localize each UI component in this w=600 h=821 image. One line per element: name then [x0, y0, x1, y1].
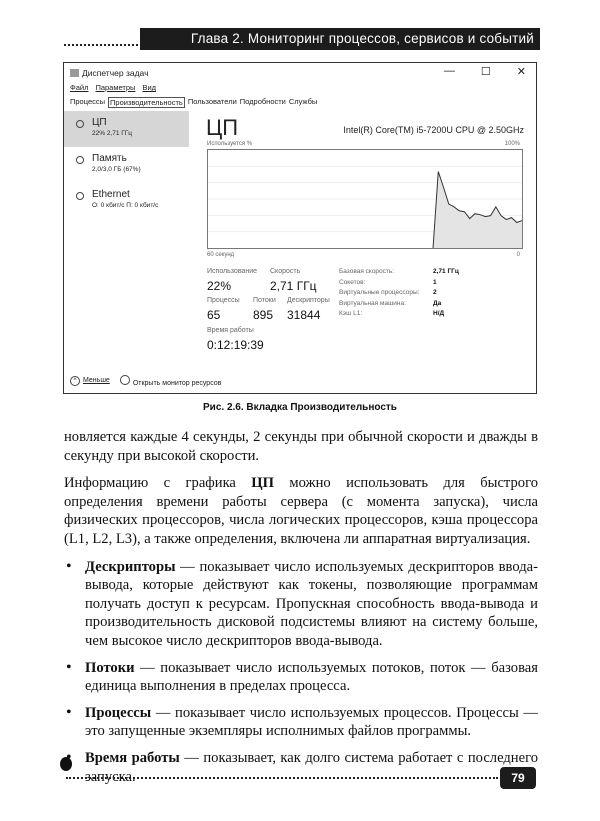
- list-item: • Дескрипторы — показывает число используемых дескрипторов ввода-вывода, которые действуют как токены, позволяющие программам получать доступ к ресурсам. Пропускная способность ввода-вывода и производительность дисковой подсистемы влияют на систему больше, чем высокое число дескрипторов ввода-вывода.: [64, 558, 538, 651]
- menu-bar: [70, 83, 156, 92]
- menu-file[interactable]: Файл: [70, 83, 89, 92]
- tab-performance[interactable]: Производительность: [110, 98, 183, 107]
- resource-monitor-icon: [120, 375, 130, 385]
- handles-value: 31844: [287, 308, 321, 322]
- circle-icon: [76, 156, 84, 164]
- speed-label: Скорость: [270, 268, 301, 275]
- uptime-value: 0:12:19:39: [207, 338, 264, 352]
- cpu-graph: [207, 149, 523, 249]
- task-manager-screenshot: [63, 62, 537, 394]
- processes-label: Процессы: [207, 297, 240, 304]
- threads-label: Потоки: [253, 297, 276, 304]
- panel-title: ЦП: [206, 115, 239, 140]
- sidebar-item-cpu[interactable]: ЦП 22% 2,71 ГГц: [64, 111, 189, 147]
- detail-row: Виртуальные процессоры: 2: [339, 289, 437, 296]
- maximize-button[interactable]: ☐: [480, 66, 491, 78]
- paragraph: Информацию с графика ЦП можно использовать для быстрого определения времени работы сервера (с момента запуска), числа физических процессоров, числа логических процессоров, кэша процессора (L1, L2, L3), а также определения, включена ли аппаратная виртуализация.: [64, 475, 538, 547]
- footer-bar: [70, 375, 221, 387]
- graph-time: 60 секунд: [207, 252, 235, 258]
- threads-value: 895: [253, 308, 274, 322]
- usage-label: Использование: [207, 268, 258, 275]
- detail-row: Виртуальная машина: Да: [339, 299, 442, 307]
- circle-icon: [76, 120, 84, 128]
- uptime-label: Время работы: [207, 327, 254, 334]
- processes-value: 65: [207, 308, 221, 322]
- close-button[interactable]: ✕: [516, 66, 526, 78]
- tab-processes[interactable]: Процессы: [70, 97, 106, 106]
- handles-label: Дескрипторы: [287, 297, 330, 304]
- window-title: Диспетчер задач: [70, 68, 149, 78]
- list-item: • Потоки — показывает число используемых потоков, поток — базовая единица выполнения в пределах процесса.: [64, 659, 538, 696]
- cpu-details: [339, 267, 459, 320]
- sidebar-item-memory[interactable]: Память 2,0/3,0 ГБ (67%): [64, 147, 189, 183]
- detail-row: Базовая скорость: 2,71 ГГц: [339, 268, 459, 275]
- footer-rule: [66, 777, 498, 779]
- sidebar-item-ethernet[interactable]: Ethernet О: 0 кбит/с П: 0 кбит/с: [64, 183, 189, 219]
- menu-options[interactable]: Параметры: [95, 83, 136, 92]
- speed-value: 2,71 ГГц: [270, 279, 317, 293]
- graph-zero: 0: [516, 252, 520, 258]
- graph-max: 100%: [504, 141, 520, 147]
- tab-services[interactable]: Службы: [288, 97, 318, 106]
- paragraph: новляется каждые 4 секунды, 2 секунды при обычной скорости и дважды в секунду при высокой скорости.: [64, 429, 538, 464]
- open-resource-monitor-link[interactable]: Открыть монитор ресурсов: [120, 375, 222, 387]
- chapter-header: Глава 2. Мониторинг процессов, сервисов и событий: [140, 28, 540, 50]
- bullet-list: [64, 558, 538, 787]
- figure-caption: Рис. 2.6. Вкладка Производительность: [203, 402, 397, 413]
- resource-sidebar: [64, 111, 189, 219]
- menu-view[interactable]: Вид: [142, 83, 157, 92]
- list-item: • Процессы — показывает число используемых процессов. Процессы — это запущенные экземпляры исполнимых файлов программы.: [64, 704, 538, 741]
- tab-users[interactable]: Пользователи: [187, 97, 237, 106]
- cpu-model: Intel(R) Core(TM) i5-7200U CPU @ 2.50GHz: [343, 125, 524, 135]
- footer-bullet: [60, 757, 72, 771]
- tab-bar: [70, 97, 317, 108]
- fewer-details-button[interactable]: ^ Меньше: [70, 376, 110, 386]
- list-item: • Время работы — показывает, как долго система работает с последнего запуска.: [64, 749, 538, 786]
- detail-row: Сокетов: 1: [339, 278, 437, 286]
- graph-label: Используется %: [207, 141, 253, 147]
- page-number: 79: [500, 767, 536, 789]
- window-controls: [444, 65, 526, 78]
- tab-details[interactable]: Подробности: [239, 97, 286, 106]
- circle-icon: [76, 192, 84, 200]
- minimize-button[interactable]: —: [443, 65, 455, 77]
- detail-row: Кэш L1: Н/Д: [339, 310, 445, 317]
- header-rule: [64, 44, 142, 46]
- body-text: [64, 428, 538, 794]
- usage-value: 22%: [207, 279, 232, 293]
- chevron-up-icon: ^: [70, 376, 80, 386]
- task-manager-icon: [70, 69, 79, 77]
